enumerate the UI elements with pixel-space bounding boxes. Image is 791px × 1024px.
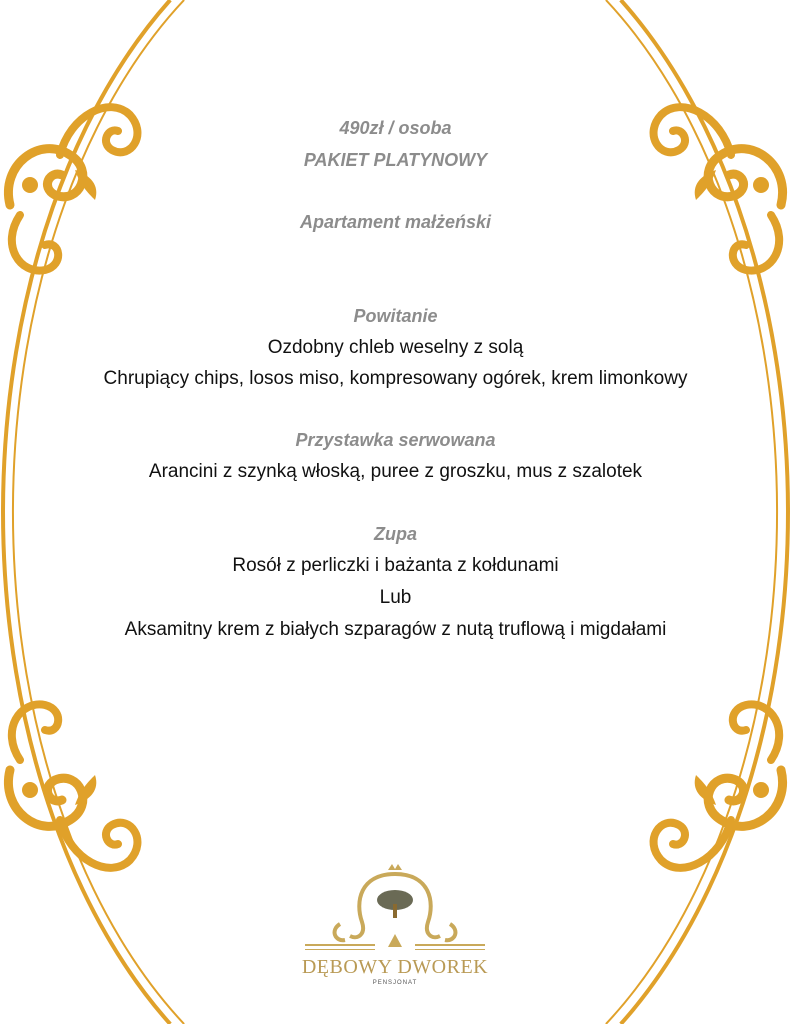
menu-item: Lub <box>379 587 412 608</box>
section-title: Zupa <box>374 524 417 544</box>
menu-item: Chrupiący chips, losos miso, kompresowany ogórek, krem limonkowy <box>103 368 688 389</box>
package-name: PAKIET PLATYNOWY <box>303 150 488 170</box>
logo-subtitle: PENSJONAT <box>372 980 418 986</box>
price: 490zł / osoba <box>339 118 452 138</box>
menu-item: Arancini z szynką włoską, puree z groszku, mus z szalotek <box>148 461 643 482</box>
section-title: Powitanie <box>353 306 438 326</box>
menu-item: Aksamitny krem z białych szparagów z nutą truflową i migdałami <box>124 619 667 640</box>
section-title: Przystawka serwowana <box>295 430 496 450</box>
logo <box>300 862 490 992</box>
logo-crest-icon <box>300 862 490 957</box>
logo-name: DĘBOWY DWOREK <box>301 956 489 978</box>
package-bonus: Apartament małżeński <box>299 212 492 232</box>
menu-item: Rosół z perliczki i bażanta z kołdunami <box>232 555 559 576</box>
menu-item: Ozdobny chleb weselny z solą <box>267 337 524 358</box>
